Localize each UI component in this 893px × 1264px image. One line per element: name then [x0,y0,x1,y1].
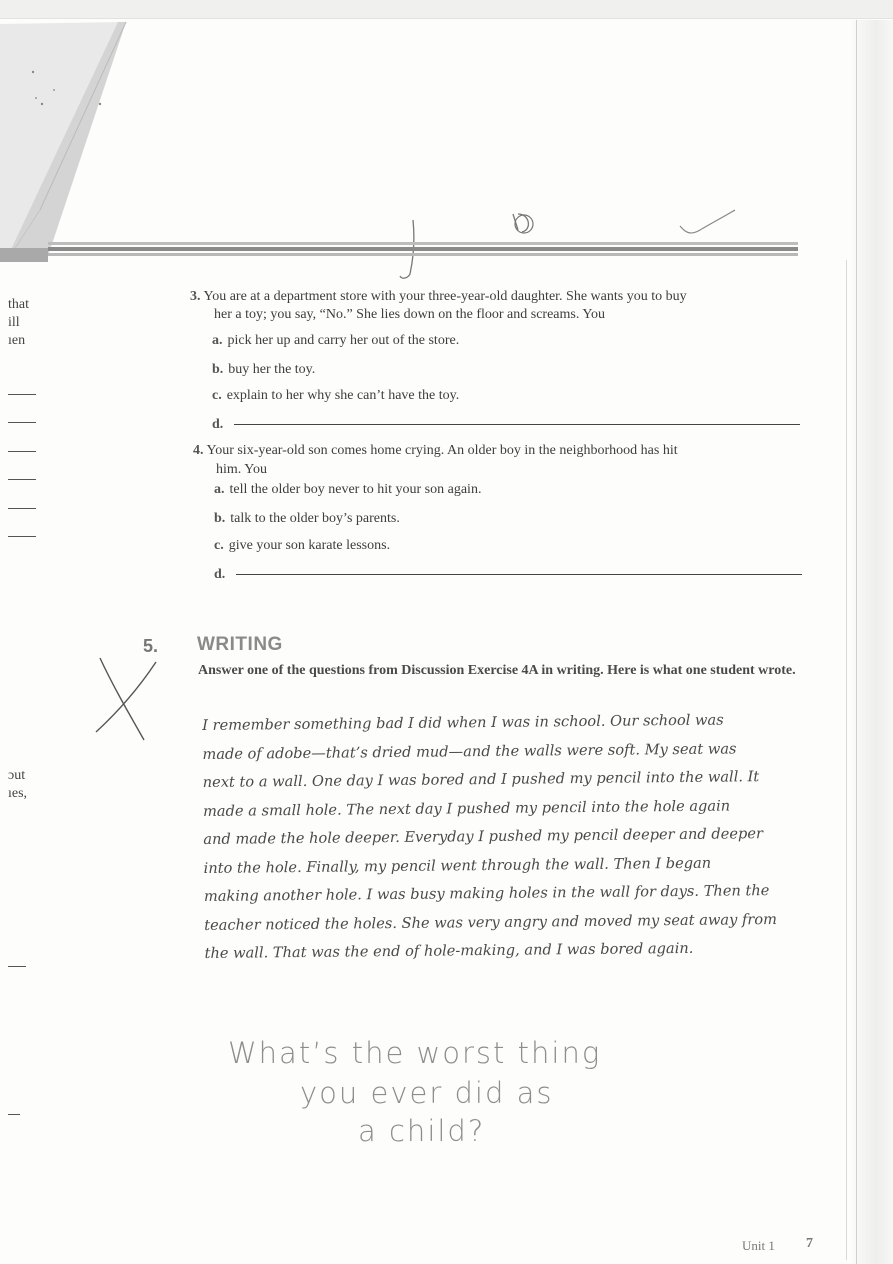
page-number: 7 [806,1236,813,1251]
essay-line: made of adobe—that’s dried mud—and the walls were soft. My seat was [202,739,737,763]
margin-dash [8,479,36,480]
section-rule-left [0,248,48,262]
student-essay [202,706,820,969]
margin-fragment: ıes, [8,786,28,801]
section-number: 5. [143,636,159,656]
essay-line: made a small hole. The next day I pushed my pencil into the hole again [202,796,731,820]
essay-line: next to a wall. One day I was bored and I pushed my pencil into the wall. It [202,768,760,791]
option-4d: d. [214,567,226,582]
handwritten-note-line: you ever did as [300,1076,554,1110]
margin-fragment: ıen [8,333,26,348]
essay-line: and made the hole deeper. Everyday I pushed my pencil deeper and deeper [203,825,763,848]
handwritten-note-line: a child? [358,1114,486,1148]
question-4-prompt [193,442,678,460]
option-3d: d. [212,417,224,432]
question-3-prompt-cont: her a toy; you say, “No.” She lies down on the floor and screams. You [214,307,606,322]
option-3c: c. explain to her why she can’t have the toy. [212,388,460,403]
margin-dash [8,536,36,537]
cross-mark [88,650,168,750]
answer-blank-3d[interactable] [234,424,800,425]
essay-line: I remember something bad I did when I was in school. Our school was [202,711,724,734]
margin-fragment: ɔut [8,768,26,783]
question-4-prompt-cont: him. You [216,462,267,477]
answer-blank-4d[interactable] [236,574,802,575]
option-4b: b. talk to the older boy’s parents. [214,511,400,526]
handwritten-note-line: What’s the worst thing [228,1036,602,1070]
margin-dash [8,422,36,423]
essay-line: into the hole. Finally, my pencil went through the wall. Then I began [203,854,712,877]
footer-unit-label: Unit 1 [742,1238,775,1253]
margin-dash [8,508,36,509]
page-edge-line-inner [846,260,847,1260]
option-3b: b. buy her the toy. [212,362,316,377]
option-4c: c. give your son karate lessons. [214,538,391,553]
question-number: 3. [190,289,201,304]
essay-line: making another hole. I was busy making holes in the wall for days. Then the [203,882,770,905]
section-rule [48,242,798,260]
margin-fragment: that [8,297,29,312]
question-number: 4. [193,443,204,458]
essay-line: the wall. That was the end of hole-making, and I was bored again. [204,939,694,962]
writing-instruction: Answer one of the questions from Discussion Exercise 4A in writing. Here is what one student wrote. [198,663,796,678]
question-text: Your six-year-old son comes home crying. An older boy in the neighborhood has hit [206,443,678,458]
margin-dash [8,451,36,452]
margin-dash [8,1114,20,1115]
margin-dash [8,394,36,395]
option-3a: a. pick her up and carry her out of the store. [212,333,460,348]
section-title: WRITING [197,634,283,655]
margin-dash [8,966,26,967]
margin-fragment: ill [8,315,20,330]
option-4a: a. tell the older boy never to hit your son again. [214,482,482,497]
question-3-prompt [190,288,687,306]
essay-line: teacher noticed the holes. She was very angry and moved my seat away from [204,910,778,934]
question-text: You are at a department store with your three-year-old daughter. She wants you to buy [203,289,687,304]
